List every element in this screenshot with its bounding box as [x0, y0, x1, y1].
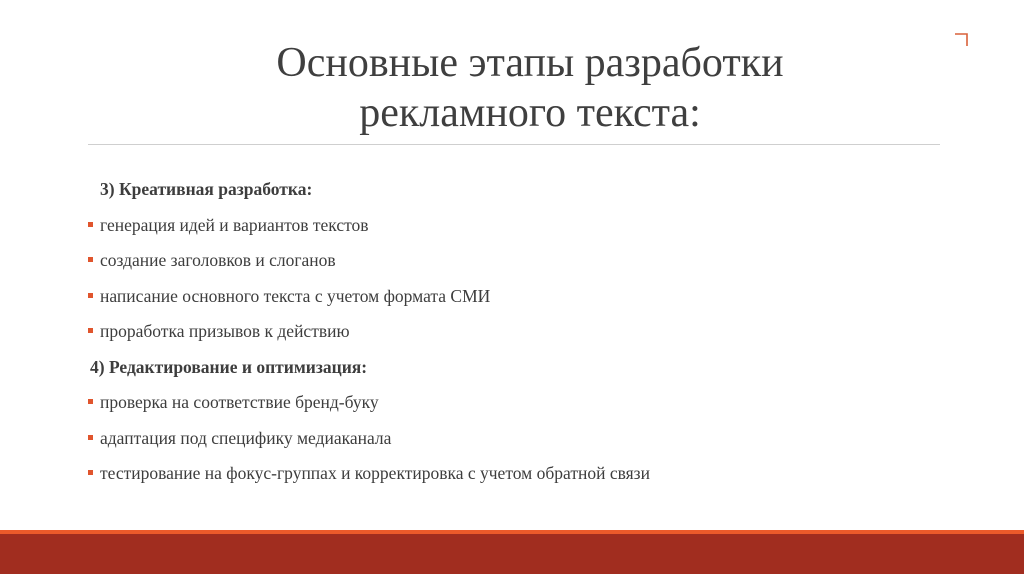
list-item-text: адаптация под специфику медиаканала [100, 427, 392, 448]
list-item-text: создание заголовков и слоганов [100, 250, 336, 270]
list-item-text: написание основного текста с учетом формата СМИ [100, 285, 491, 306]
square-bullet-icon [88, 328, 93, 333]
square-bullet-icon [88, 399, 93, 404]
section-heading-creative: 3) Креативная разработка: [100, 179, 313, 199]
list-item-text: проработка призывов к действию [100, 321, 350, 341]
square-bullet-icon [88, 257, 93, 262]
list-item [88, 320, 968, 356]
slide-body [88, 178, 968, 498]
square-bullet-icon [88, 293, 93, 298]
list-item [88, 285, 968, 321]
corner-bracket-icon [953, 32, 969, 48]
footer-bar [0, 534, 1024, 574]
title-line-2: рекламного текста: [359, 90, 701, 136]
list-item-text: тестирование на фокус-группах и корректировка с учетом обратной связи [100, 463, 650, 483]
list-item [88, 391, 968, 427]
list-item-text: проверка на соответствие бренд-буку [100, 392, 379, 412]
list-item [88, 214, 968, 250]
title-divider [88, 144, 940, 145]
list-item-text: генерация идей и вариантов текстов [100, 214, 369, 235]
list-item [88, 462, 968, 498]
section-heading-editing: 4) Редактирование и оптимизация: [90, 356, 368, 377]
list-item [88, 249, 968, 285]
title-line-1: Основные этапы разработки [276, 40, 784, 86]
square-bullet-icon [88, 470, 93, 475]
list-item [88, 427, 968, 463]
slide-title [180, 38, 880, 138]
square-bullet-icon [88, 222, 93, 227]
square-bullet-icon [88, 435, 93, 440]
